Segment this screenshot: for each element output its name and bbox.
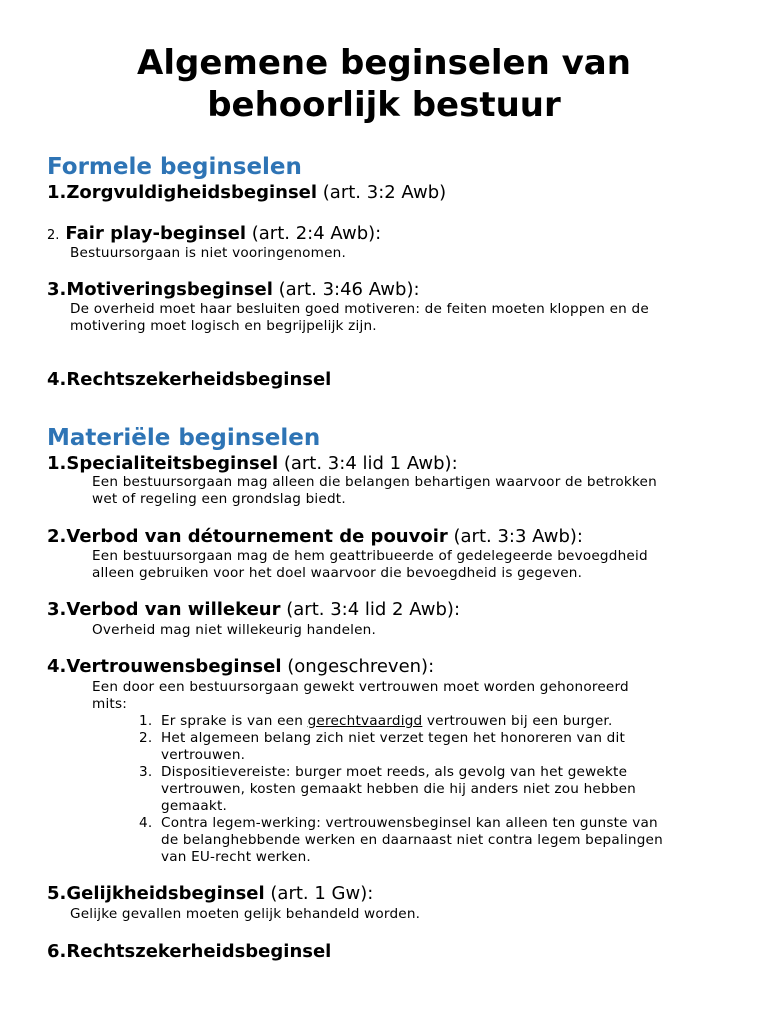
sub-item-line: vertrouwen, kosten gemaakt hebben die hij anders niet zou hebben bbox=[161, 781, 636, 797]
item-article: (art. 3:2 Awb) bbox=[317, 182, 447, 203]
item-name: Zorgvuldigheidsbeginsel bbox=[66, 182, 318, 203]
item-article: (art. 3:4 lid 1 Awb): bbox=[278, 453, 458, 474]
description-line: wet of regeling een grondslag biedt. bbox=[92, 491, 346, 507]
sub-item-number: 1. bbox=[139, 713, 153, 729]
item-name: Verbod van détournement de pouvoir bbox=[66, 526, 448, 547]
item-name: Specialiteitsbeginsel bbox=[66, 453, 279, 474]
sub-list-item-1 bbox=[139, 713, 613, 730]
title-line-1: Algemene beginselen van bbox=[137, 43, 631, 83]
description-line: Een bestuursorgaan mag alleen die belangen behartigen waarvoor de betrokken bbox=[92, 474, 657, 490]
materiele-item-5-description: Gelijke gevallen moeten gelijk behandeld worden. bbox=[70, 906, 421, 922]
materiele-item-4 bbox=[47, 655, 434, 679]
formele-item-1 bbox=[47, 181, 446, 205]
section-heading-formele: Formele beginselen bbox=[47, 154, 302, 180]
item-article: (art. 2:4 Awb): bbox=[246, 223, 382, 244]
page-title bbox=[0, 42, 768, 126]
sub-item-line: Dispositievereiste: burger moet reeds, als gevolg van het gewekte bbox=[161, 764, 628, 780]
item-number: 2. bbox=[47, 526, 67, 547]
item-number: 4. bbox=[47, 656, 67, 677]
sub-item-number: 4. bbox=[139, 815, 153, 831]
sub-item-line: Het algemeen belang zich niet verzet tegen het honoreren van dit bbox=[161, 730, 625, 746]
description-line: Een bestuursorgaan mag de hem geattribueerde of gedelegeerde bevoegdheid bbox=[92, 548, 648, 564]
item-article: (art. 3:46 Awb): bbox=[272, 279, 420, 300]
item-name: Vertrouwensbeginsel bbox=[66, 656, 282, 677]
materiele-item-4-description bbox=[92, 679, 629, 713]
item-number: 6. bbox=[47, 941, 67, 962]
item-number: 1. bbox=[47, 182, 67, 203]
materiele-item-1 bbox=[47, 452, 458, 476]
item-name: Verbod van willekeur bbox=[66, 599, 281, 620]
item-article: (art. 3:3 Awb): bbox=[447, 526, 583, 547]
formele-item-3 bbox=[47, 278, 420, 302]
description-line: mits: bbox=[92, 696, 128, 712]
materiele-item-2-description bbox=[92, 548, 648, 582]
formele-item-2-description: Bestuursorgaan is niet vooringenomen. bbox=[70, 245, 347, 261]
sub-item-number: 3. bbox=[139, 764, 153, 780]
item-name: Rechtszekerheidsbeginsel bbox=[66, 369, 332, 390]
description-line: motivering moet logisch en begrijpelijk zijn. bbox=[70, 318, 377, 334]
sub-list-item-2 bbox=[139, 730, 625, 764]
sub-list-item-4 bbox=[139, 815, 663, 866]
sub-list-item-3 bbox=[139, 764, 636, 815]
item-number: 4. bbox=[47, 369, 67, 390]
sub-item-line: de belanghebbende werken en daarnaast niet contra legem bepalingen bbox=[161, 832, 663, 848]
description-line: alleen gebruiken voor het doel waarvoor die bevoegdheid is gegeven. bbox=[92, 565, 583, 581]
sub-item-line: van EU-recht werken. bbox=[161, 849, 311, 865]
item-number: 3. bbox=[47, 279, 67, 300]
materiele-item-3-description: Overheid mag niet willekeurig handelen. bbox=[92, 622, 377, 638]
item-number: 1. bbox=[47, 453, 67, 474]
underlined-word: gerechtvaardigd bbox=[307, 713, 423, 729]
description-line: De overheid moet haar besluiten goed motiveren: de feiten moeten kloppen en de bbox=[70, 301, 649, 317]
sub-item-line: gemaakt. bbox=[161, 798, 228, 814]
item-article: (ongeschreven): bbox=[281, 656, 435, 677]
title-line-2: behoorlijk bestuur bbox=[207, 85, 561, 125]
sub-item-line: Er sprake is van een gerechtvaardigd vertrouwen bij een burger. bbox=[161, 713, 613, 729]
formele-item-3-description bbox=[70, 301, 649, 335]
sub-item-line: vertrouwen. bbox=[161, 747, 246, 763]
section-heading-materiele: Materiële beginselen bbox=[47, 425, 321, 451]
materiele-item-3 bbox=[47, 598, 460, 622]
description-line: Een door een bestuursorgaan gewekt vertrouwen moet worden gehonoreerd bbox=[92, 679, 629, 695]
item-number: 2. bbox=[47, 228, 60, 243]
item-name: Motiveringsbeginsel bbox=[66, 279, 273, 300]
sub-item-number: 2. bbox=[139, 730, 153, 746]
item-name: Gelijkheidsbeginsel bbox=[66, 883, 265, 904]
item-name: Rechtszekerheidsbeginsel bbox=[66, 941, 332, 962]
item-article: (art. 3:4 lid 2 Awb): bbox=[280, 599, 461, 620]
item-number: 3. bbox=[47, 599, 67, 620]
item-number: 5. bbox=[47, 883, 67, 904]
materiele-item-5 bbox=[47, 882, 373, 906]
materiele-item-2 bbox=[47, 525, 583, 549]
materiele-item-1-description bbox=[92, 474, 657, 508]
sub-item-line: Contra legem-werking: vertrouwensbeginsel kan alleen ten gunste van bbox=[161, 815, 658, 831]
formele-item-4 bbox=[47, 368, 331, 392]
item-name: Fair play-beginsel bbox=[65, 223, 247, 244]
item-article: (art. 1 Gw): bbox=[264, 883, 374, 904]
materiele-item-6 bbox=[47, 940, 331, 964]
